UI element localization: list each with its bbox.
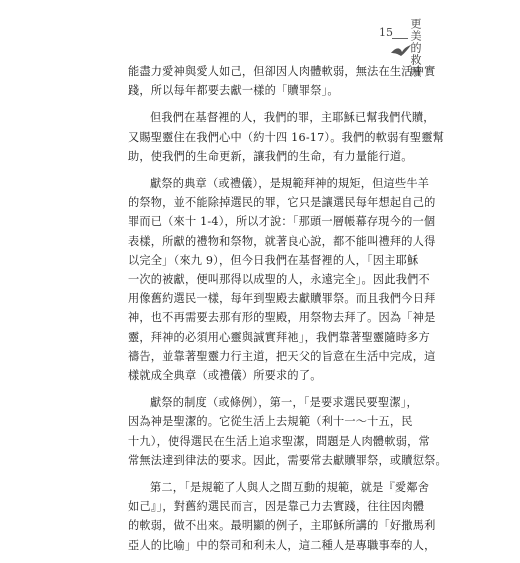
- paragraph: [128, 478, 436, 555]
- text-line: 能盡力愛神與愛人如己，但卻因人肉體軟弱，無法在生活中實: [128, 65, 436, 78]
- text-line: 禱告，並靠著聖靈力行主道，把天父的旨意在生活中完成，這: [128, 349, 436, 363]
- text-line: 樣就成全典章（或禮儀）所要求的了。: [128, 369, 322, 383]
- paragraph: [128, 108, 445, 166]
- text-line: 踐，所以每年都要去獻一樣的「贖罪祭」。: [128, 84, 339, 98]
- text-line: 因為神是聖潔的。它從生活上去規範（利十一～十五，民: [128, 415, 413, 429]
- text-line: 第二，「是規範了人與人之間互動的規範，就是『愛鄰舍: [150, 481, 430, 495]
- text-line: 的軟弱，做不出來。最明顯的例子，主耶穌所講的「好撒馬利: [128, 519, 436, 533]
- text-line: 表樣，所獻的禮物和祭物，就著良心說，都不能叫禮拜的人得: [128, 234, 436, 248]
- text-line: 十九），使得選民在生活上追求聖潔，問題是人肉體軟弱，常: [128, 434, 430, 448]
- text-line: 靈，拜神的必須用心靈與誠實拜祂」，我們靠著聖靈隨時多方: [128, 330, 430, 344]
- text-line: 一次的被獻，便叫那得以成聖的人，永遠完全」。因此我們不: [128, 273, 430, 287]
- text-line: 用像舊約選民一樣，每年到聖殿去獻贖罪祭。而且我們今日拜: [128, 292, 436, 306]
- header-rule: [392, 38, 408, 39]
- text-line: 如己』」，對舊約選民而言，因是靠己力去實踐，往往因肉體: [128, 500, 425, 514]
- text-line: 以完全」（來九 9），但今日我們在基督裡的人，「因主耶穌: [128, 253, 419, 267]
- page-number: 15: [379, 26, 393, 39]
- paragraph: [128, 62, 436, 100]
- text-line: 助，使我們的生命更新，讓我們的生命，有力量能行道。: [128, 149, 413, 163]
- text-line: 獻祭的制度（或條例），第一，「是要求選民要聖潔」，: [150, 396, 418, 410]
- paragraph: [128, 174, 436, 385]
- text-line: 但我們在基督裡的人，我們的罪，主耶穌已幫我們代贖，: [150, 111, 435, 125]
- text-line: 神，也不再需要去那有形的聖殿，用祭物去拜了。因為「神是: [128, 311, 436, 325]
- body-text: [128, 62, 447, 563]
- text-line: 常無法達到律法的要求。因此，需要常去獻贖罪祭，或贖愆祭。: [128, 453, 447, 467]
- paragraph: [128, 393, 447, 470]
- text-line: 又賜聖靈住在我們心中（約十四 16-17）。我們的軟弱有聖靈幫: [128, 130, 445, 144]
- text-line: 亞人的比喻」中的祭司和利未人，這二種人是專職事奉的人，: [128, 538, 436, 552]
- text-line: 獻祭的典章（或禮儀），是規範拜神的規矩，但這些牛羊: [150, 177, 430, 191]
- text-line: 罪而已（來十 1-4），所以才說：「那頭一層帳幕存現今的一個: [128, 215, 436, 229]
- text-line: 的祭物，並不能除掉選民的罪，它只是讓選民每年想起自己的: [128, 196, 436, 210]
- running-title: 更美的救贖: [409, 18, 422, 78]
